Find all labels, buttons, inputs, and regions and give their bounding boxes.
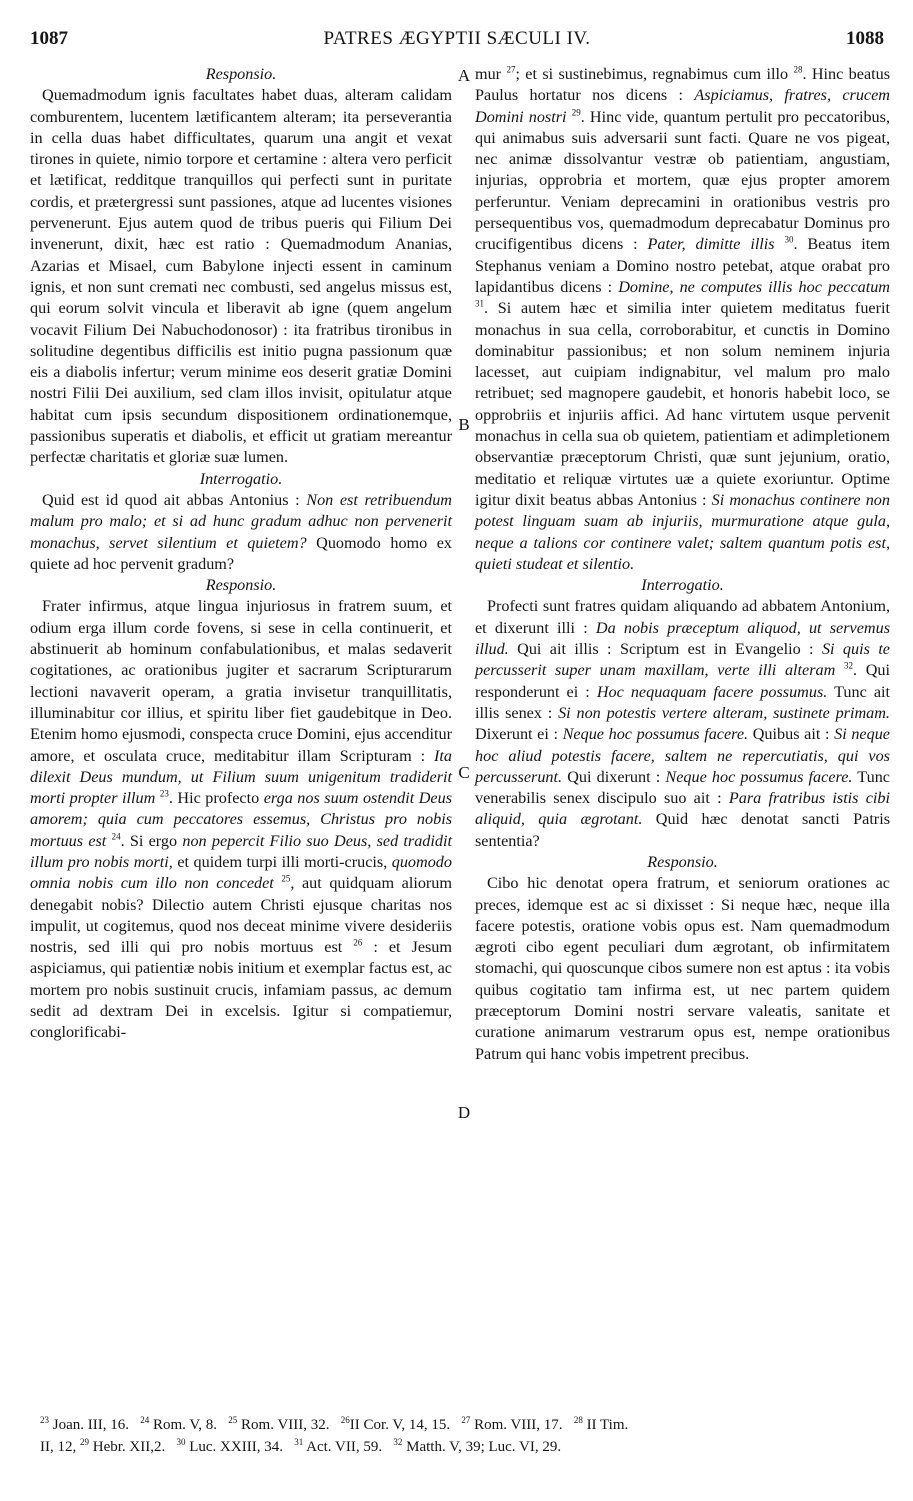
paragraph: Profecti sunt fratres quidam aliquando ad abbatem Antonium, et dixerunt illi : Da nobis præceptum aliquod, ut servemus illud. Qui ait illis : Scriptum est in Evangelio : Si quis te percusserit super unam maxillam, verte illi alteram $^{32}$. Qui responderunt ei : Hoc nequaquam facere possumus. Tunc ait illis senex : Si non potestis vertere alteram, sustinete primam. Dixerunt ei : Neque hoc possumus facere. Quibus ait : Si neque hoc aliud potestis facere, saltem ne repercutiatis, qui vos percusserunt. Qui dixerunt : Neque hoc possumus facere. Tunc venerabilis senex discipulo suo ait : Para fratribus istis cibi aliquid, quia ægrotant. Quid hæc denotat sancti Patris sententia? xyxy=(475,597,891,850)
paragraph: Quid est id quod ait abbas Antonius : Non est retribuendum malum pro malo; et si ad hunc gradum adhuc non pervenerit monachus, servet silentium et quietem? Quomodo homo ex quiete ad hoc pervenit gradum? xyxy=(30,490,452,573)
margin-letter-d: D xyxy=(457,1103,471,1122)
footnote-ref: 29 xyxy=(571,107,581,118)
section-heading: Responsio. xyxy=(205,65,277,83)
footnote-ref: 31 xyxy=(475,298,484,309)
footnote-ref: 28 xyxy=(793,64,803,75)
paragraph: Frater infirmus, atque lingua injuriosus in fratrem suum, et odium erga illum corde fovens, si sese in cella continuerit, et abstinuerit ab hominum confabulationibus, et malas sedaverit cogitationes, ac orationibus jugiter et sacrarum Scripturarum lectioni navaverit operam, a gratia invisetur tranquillitatis, illuminabitur cor illius, et spiritu liber fiet gaudebitque in Deo. Etenim homo ejusmodi, conspecta cruce Domini, ejus accenditur amore, et osculata cruce, meditabitur illam Scripturam : Ita dilexit Deus mundum, ut Filium suum unigenitum tradiderit morti propter illum $^{23}$. Hic profecto erga nos suum ostendit Deus amorem; quia cum peccatores essemus, Christus pro nobis mortuus est $^{24}$. Si ergo non pepercit Filio suo Deus, sed tradidit illum pro nobis morti, et quidem turpi illi morti-crucis, quomodo omnia nobis cum illo non concedet $^{25}$, aut quidquam aliorum denegabit nobis? Dilectio autem Christi ejusque charitas nos impulit, ut cogitemus, quod nos deceat minime vivere desideriis nostris, sed illi qui pro nobis mortuus est $^{26}$ : et Jesum aspiciamus, qui patientiæ nobis initium et exemplar factus est, ac mortem pro nobis sustinuit crucis, infamiam passus, ac demum sedit ad dextram Dei in excelsis. Igitur si compatiemur, conglorificabi- xyxy=(30,597,452,1042)
footnotes xyxy=(40,1414,886,1458)
section-heading: Interrogatio. xyxy=(199,469,283,488)
page-number-left: 1087 xyxy=(30,28,68,49)
page-number-right: 1088 xyxy=(846,28,884,49)
section-heading: Interrogatio. xyxy=(641,576,724,595)
margin-letter-c: C xyxy=(458,763,470,782)
footnote-ref: 23 xyxy=(159,788,169,799)
footnote-ref: 27 xyxy=(506,64,516,75)
footnote-ref: 32 xyxy=(844,660,854,671)
margin-letter-b: B xyxy=(458,415,470,434)
footnote-ref: 30 xyxy=(784,234,794,245)
section-heading: Responsio. xyxy=(647,852,718,871)
footnote-line: $^{23}$ Joan. III, 16. $^{24}$ Rom. V, 8. $^{25}$ Rom. VIII, 32. $^{26}$II Cor. V, 14, 15. $^{27}$ Rom. VIII, 17. $^{28}$ II Tim. xyxy=(40,1415,629,1433)
page-header xyxy=(30,28,884,58)
footnote-ref: 25 xyxy=(281,873,291,884)
footnote-ref: 26 xyxy=(353,937,363,948)
footnote-ref: 24 xyxy=(111,831,121,842)
margin-letter-a: A xyxy=(457,66,471,85)
left-column xyxy=(30,64,452,1044)
paragraph: mur $^{27}$; et si sustinebimus, regnabimus cum illo $^{28}$. Hinc beatus Paulus hortatur nos dicens : Aspiciamus, fratres, crucem Domini nostri $^{29}$. Hinc vide, quantum pertulit pro peccatoribus, qui animabus suis adversarii sunt facti. Quare ne vos pigeat, nec animæ dissolvantur vestræ ob patientiam, angustiam, injurias, opprobria et mortem, quæ ejus propter amorem perferuntur. Veniam deprecamini in orationibus vestris pro persequentibus vos, quemadmodum deprecabatur Dominus pro crucifigentibus dicens : Pater, dimitte illis $^{30}$. Beatus item Stephanus veniam a Domino nostro petebat, atque orabat pro lapidantibus dicens : Domine, ne computes illis hoc peccatum $^{31}$. Si autem hæc et similia inter quietem meditatus fuerit monachus in sua cella, corroborabitur, et cunctis in Domino dominabitur passionibus; et non solum neminem injuria lacesset, aut cuipiam indignabitur, vel malum pro malo retribuet; sed magnopere gaudebit, et honoris habebit loco, se opprobriis et injuriis affici. Ad hanc virtutem usque pervenit monachus in cella sua ob quietem, patientiam et adimpletionem observantiæ præceptorum Christi, quæ sunt jejunium, oratio, meditatio et reliquæ virtutes uæ a quiete exoriuntur. Optime igitur dixit beatus abbas Antonius : Si monachus continere non potest linguam suam ab injuriis, murmuratione atque gula, neque a talions cor continere valet; saltem quantum potis est, quieti studeat et silentio. xyxy=(475,64,891,573)
right-column xyxy=(475,64,890,1065)
paragraph: Quemadmodum ignis facultates habet duas, alteram calidam comburentem, lucentem lætificantem alteram; ita perseverantia in cella duas habet difficultates, quarum una angit et vexat tirones in quiete, nimio torpore et certamine : altera vero perficit et lætificat, redditque tranquillos qui perfecti sunt in puritate cordis, et prætergressi sunt passiones, atque ad lucentes visiones pervenerunt. Ejus autem quod de tribus pueris qui Filium Dei invenerunt, dixit, hæc est ratio : Quemadmodum Ananias, Azarias et Misael, cum Babylone injecti essent in caminum ignis, et non sunt cremati nec combusti, sed angelus missus est, qui eorum solvit vincula et liberavit ab igne (quem angelum vocavit Filium Dei Nabuchodonosor) : ita fratribus tironibus in solitudine degentibus difficilis est initio pugna passionum quæ eis a diabolis infertur; verum minime eos deserit gratiæ Domini nostri Filii Dei auxilium, sed clam illos invisit, opitulatur atque habitat cum ipsis secundum dispositionem ordinationemque, passionibus superatis et diabolis, et efficit ut gratiam mereantur perfectæ charitatis et gloriæ suæ lumen. xyxy=(30,86,452,467)
footnote-line: II, 12, $^{29}$ Hebr. XII,2. $^{30}$ Luc. XXIII, 34. $^{31}$ Act. VII, 59. $^{32}$ Matth. V, 39; Luc. VI, 29. xyxy=(40,1437,562,1455)
paragraph: Cibo hic denotat opera fratrum, et seniorum orationes ac preces, idemque est ac si dixisset : Si neque hæc, neque illa facere potestis, oratione vobis opus est. Nam quemadmodum ægroti cibo egent peculiari dum ægrotant, ob infirmitatem stomachi, qui quoscunque cibos sumere non est aptus : ita vobis quibus cogitatio tam infirma est, ut nec partem quidem præceptorum Domini nostri servare valeatis, sanitate et curatione animarum vestrarum opus est, nempe orationibus Patrum qui hanc vobis impetrent precibus. xyxy=(475,874,890,1063)
running-title: PATRES ÆGYPTII SÆCULI IV. xyxy=(323,28,591,49)
section-heading: Responsio. xyxy=(205,576,277,595)
